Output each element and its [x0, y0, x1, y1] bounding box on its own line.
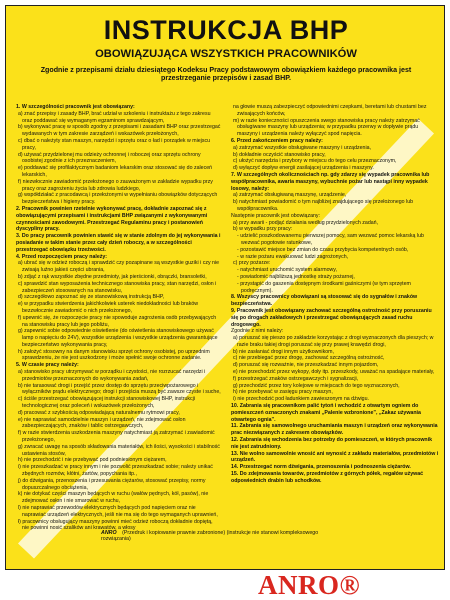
intro-text: Zgodnie z przepisami działu dziesiątego Kodeksu Pracy podstawowym obowiązkiem każdego pracownika jest przestrzeganie przepisów i zasad BHP. — [40, 66, 412, 83]
instruction-line: a) stanowisko pracy utrzymywać w porządku i czystości, nie rozrzucać narzędzi i przedmiotów przeznaczonych do wykonywania zadań, — [18, 369, 206, 382]
subtitle: OBOWIĄZUJĄCA WSZYSTKICH PRACOWNIKÓW — [95, 48, 357, 60]
instruction-line: g) zapewnić sobie odpowiednie oświetlenie (do oświetlenia stanowiskowego używać lamp o napięciu do 24V), wszystkie urządzenia i wszystkie urządzenia gwarantujące bezpieczeństwo wykonywania pracy, — [18, 328, 218, 348]
instruction-line: c) ściśle przestrzegać obowiązującej instrukcji stanowiskowej BHP, instrukcji technologicznej oraz poleceń i wskazówek przełożonych, — [18, 396, 196, 410]
instruction-line: d) pracować z szybkością odpowiadającą naturalnemu rytmowi pracy, — [18, 409, 180, 416]
instruction-line: c) nie przebiegać przez drogę, zachować szczególną ostrożność, — [233, 355, 385, 362]
section-heading: 8. Wszyscy pracownicy obowiązani są stosować się do sygnałów i znaków bezpieczeństwa. — [231, 294, 418, 308]
instruction-line: c) dbać o należyty stan maszyn, narzędzi i sprzętu oraz o ład i porządek w miejscu pracy, — [18, 137, 211, 151]
instruction-line: g) współdziałać z pracodawcą i przełożonymi w wypełnianiu obowiązków dotyczących bezpieczeństwa i higieny pracy. — [18, 192, 218, 206]
right-column — [231, 104, 439, 504]
instruction-line: Zgodnie z nimi należy: — [231, 328, 284, 335]
instruction-line: b) natychmiast powiadomić o tym najbliżej znajdującego się przełożonego lub współpracownika. — [233, 199, 414, 212]
instruction-line: c) ułożyć narzędzia i przybory w miejscu do tego celu przeznaczonym, — [233, 158, 397, 165]
instruction-line: b) wykonywać pracę w sposób zgodny z przepisami i zasadami BHP oraz przestrzegać wydawanych w tym zakresie zarządzeń i wskazówek przełożonych, — [18, 124, 221, 138]
instruction-line: na głowie muszą zabezpieczyć odpowiednimi czepkami, beretami lub chustami bez zwisających końców, — [233, 104, 427, 117]
instruction-line: - powiadomić najbliższą jednostkę straży pożarnej, — [237, 273, 355, 280]
instruction-line: i) nie przeszkadzać w pracy innym i nie pozwolić przeszkadzać sobie; należy unikać zbędnych rozmów, kłótni, żartów, popychania itp., — [18, 464, 213, 478]
instruction-line: c) przy pożarze: — [233, 260, 271, 267]
instruction-line: a) przy awarii - podjąć działania według przydzielonych zadań, — [233, 219, 379, 226]
instruction-line: - w razie pożaru ewakuować ludzi zagrożonych, — [237, 253, 349, 260]
section-heading: 7. W szczególnych okolicznościach np. gdy zdarzy się wypadek pracownika lub współpracownika, awaria maszyny, wybuchnie pożar lub nastąpi inny wypadek losowy, należy: — [231, 171, 430, 192]
instruction-line: d) poruszać się rozważnie, nie przeszkadzać innym pojazdom, — [233, 362, 379, 369]
instruction-line: b) nie tarasować drogi i przejść przez dostęp do sprzętu przeciwpożarowego i wyłączników prądu elektrycznego; drogi i przejścia muszą być zawsze czyste i suche, — [18, 382, 221, 396]
instruction-line: f) w razie stwierdzenia uszkodzenia maszyny natychmiast ją zatrzymać i zawiadomić przełożonego, — [18, 430, 215, 444]
instruction-line: - natychmiast uruchomić system alarmowy, — [237, 267, 337, 274]
instruction-line: - przystąpić do gaszenia dostępnym środkami gaśniczymi (w tym sprzętem podręcznym). — [237, 280, 411, 294]
instruction-line: e) w przypadku stwierdzenia jakichkolwiek usterek niedokładności lub braków bezzwłocznie zawiadomić o nich przełożonego, — [18, 301, 199, 314]
instruction-line: b) dokładnie oczyścić stanowisko pracy, — [233, 151, 326, 158]
instruction-line: h) nie przebywać w zasięgu pracy maszyn, — [233, 389, 333, 396]
section-heading: 12. Zabrania się wchodzenia bez potrzeby do pomieszczeń, w których pracownik nie jest zatrudniony. — [231, 437, 433, 450]
instruction-line: b) nie zasłaniać drogi innym użytkownikom, — [233, 348, 334, 355]
instruction-line: Następnie pracownik jest obowiązany: — [231, 212, 321, 219]
instruction-line: f) upewnić się, że rozpoczęcie pracy nie spowoduje zagrożenia osób przebywających na stanowisku pracy lub jego pobliżu, — [18, 314, 217, 328]
section-heading: 13. Nie wolno samowolnie wnosić ani wynosić z zakładu materiałów, przedmiotów i urządzeń. — [231, 450, 439, 464]
anro-logo: ANRO® — [258, 570, 361, 600]
instruction-line: k) nie dotykać części maszyn będących w ruchu (wałów pędnych, kół, pasów), nie zdejmować osłon i nie smarować w ruchu, — [18, 491, 209, 505]
instruction-line: g) przechodzić przez tory kolejowe w miejscach do tego wyznaczonych, — [233, 382, 400, 389]
section-heading: 6. Przed zakończeniem pracy należy: — [231, 137, 323, 144]
section-heading: 14. Przestrzegać norm dźwigania, przenoszenia i podnoszenia ciężarów. — [231, 464, 411, 471]
section-heading: 10. Zabrania się pracownikom palić tytoń i wchodzić z otwartym ogniem do pomieszczeń oznaczonych znakami „Palenie wzbronione”, „Zakaz używania otwartego ognia”. — [231, 403, 421, 423]
instruction-line: a) znać przepisy i zasady BHP, brać udział w szkoleniu i instruktażu z tego zakresu oraz poddawać się wymaganym egzaminom sprawdzającym, — [18, 110, 211, 124]
instruction-line: d) szczegółowo zapoznać się ze stanowiskową instrukcją BHP, — [18, 294, 165, 301]
section-heading: 11. Zabrania się samowolnego uruchamiania maszyn i urządzeń oraz wykonywania prac niezwiązanych z zakresem obowiązków. — [231, 423, 438, 437]
section-heading: 15. Do zdejmowania towarów, przedmiotów z górnych półek, regałów używać odpowiednich drabin lub schodków. — [231, 471, 424, 484]
instruction-line: e) poddawać się profilaktycznym badaniom lekarskim oraz stosować się do zaleceń lekarskich, — [18, 165, 213, 178]
page-title: INSTRUKCJA BHP — [103, 15, 349, 45]
instruction-line: j) do dźwigania, przenoszenia i przesuwania ciężarów, stosować przepisy, normy dopuszczalnego obciążenia, — [18, 477, 206, 491]
instruction-line: f) niezwłocznie zawiadomić przełożonego o zauważonym w zakładzie wypadku przy pracy oraz zagrożeniu życia lub zdrowia ludzkiego, — [18, 178, 213, 192]
instruction-line: a) zatrzymać wszystkie obsługiwane maszyny i urządzenia, — [233, 144, 372, 151]
instruction-line: g) zwracać uwagę na sposób składowania materiałów, ich ilości, wysokości i stabilność ustawienia stosów, — [18, 443, 220, 457]
section-heading: 2. Pracownik powinien rzetelnie wykonywać pracę, dokładnie zapoznać się z obowiązującymi przepisami i instrukcjami BHP związanymi z wykonywanymi czynnościami zawodowymi. Przestrzegać Regulaminu pracy i postanowień dyscypliny pracy. — [16, 205, 208, 233]
footer-brand: ANRO — [101, 530, 117, 536]
instruction-line: h) założyć stosowny na danym stanowisku sprzęt ochrony osobistej, po uprzednim sprawdzeniu, że nie jest uszkodzony i może spełnić swoje ochronne zadanie. — [18, 348, 210, 362]
instruction-line: - pozostawić miejsce bez zmian do czasu przybycia kompetentnych osób, — [237, 246, 409, 253]
section-heading: 5. W czasie pracy należy: — [16, 362, 79, 369]
instruction-line: m) w razie konieczności opuszczenia swego stanowiska pracy należy zatrzymać obsługiwane maszyny lub urządzenia; w przypadku przerwy w dopływie prądu maszyny i urządzenia należy wyłączyć spod napięcia. — [233, 117, 420, 138]
safety-instruction-sign — [5, 5, 445, 570]
instruction-line: - udzielić poszkodowanemu pierwszej pomocy, sam wezwać pomoc lekarską lub wezwać pogotowie ratunkowe, — [237, 233, 424, 246]
instruction-line: e) nie przechodzić przez wykopy, doły itp. przeszkody, uważać na spadające materiały, — [233, 369, 435, 376]
instruction-line: i) nie przechodzić pod ładunkiem zawieszonym na dźwigu. — [233, 396, 369, 403]
instruction-line: l) nie naprawiać przewodów elektrycznych będących pod napięciem oraz nie naprawiać urządzeń elektrycznych, jeśli nie ma się do tego wymaganych uprawnień, — [18, 505, 218, 518]
instruction-line: a) zatrzymać obsługiwaną maszynę, urządzenie, — [233, 192, 347, 199]
instruction-line: b) w wypadku przy pracy: — [233, 226, 293, 233]
section-heading: 3. Do pracy pracownik powinien stawić się w stanie zdolnym do jej wykonywania i posiadanie w takim stanie przez cały dzień roboczy, a w szczególności przestrzegać obowiązku trzeźwości. — [16, 233, 221, 253]
instruction-line: d) używać przydzielonej mu odzieży ochronnej i roboczej oraz sprzętu ochrony osobistej zgodnie z ich przeznaczeniem, — [18, 151, 201, 165]
instruction-line: e) nie naprawiać samodzielnie maszyn i urządzeń, nie zdejmować osłon zabezpieczających, znaków i tablic ostrzegawczych, — [18, 416, 186, 430]
instruction-line: d) wyłączyć dopływ energii zasilającej urządzenia i maszyny. — [233, 165, 374, 172]
instruction-line: a) ubrać się w odzież roboczą i sprawdzić czy pozapinane są wszystkie guziki i czy nie zwisają luźno jakieś części ubrania, — [18, 260, 220, 274]
left-column — [16, 104, 221, 532]
footer-note — [101, 530, 341, 544]
section-heading: 9. Pracownik jest obowiązany zachować szczególną ostrożność przy poruszaniu się po drogach zakładowych i przestrzegać obowiązujących zasad ruchu drogowego. — [231, 307, 432, 328]
section-heading: 1. W szczególności pracownik jest obowiązany: — [16, 104, 135, 110]
instruction-line: c) sprawdzić stan wyposażenia technicznego stanowiska pracy, stan narzędzi, osłon i zabezpieczeń stosowanych na stanowisku, — [18, 280, 217, 294]
instruction-line: h) nie przechodzić i nie przebywać pod podniesionym ciężarem, — [18, 457, 167, 464]
instruction-line: b) zdjąć z rąk wszystkie zbędne przedmioty, jak pierścionki, obrączki, bransoletki, — [18, 273, 207, 280]
instruction-line: a) poruszać się pieszo po zakładzie korzystając z drogi wyznaczonych dla pieszych; w razie braku takiej drogi poruszać się przy prawej krawędzi drogi, — [233, 335, 434, 348]
instruction-line: f) przestrzegać znaków ostrzegawczych i sygnalizacji, — [233, 375, 359, 382]
instruction-line: ł) pracownicy obsługujący maszyny powinni mieć odzież roboczą dokładnie dopiętą, nie powinni nosić szalików ani krawatów, a włosy — [18, 518, 213, 532]
footer-text: (Przedruk i kopiowanie prawnie zabronione) (instrukcje nie stanowi kompleksowego rozwiązania) — [101, 530, 319, 543]
section-heading: 4. Przed rozpoczęciem pracy należy: — [16, 253, 108, 260]
